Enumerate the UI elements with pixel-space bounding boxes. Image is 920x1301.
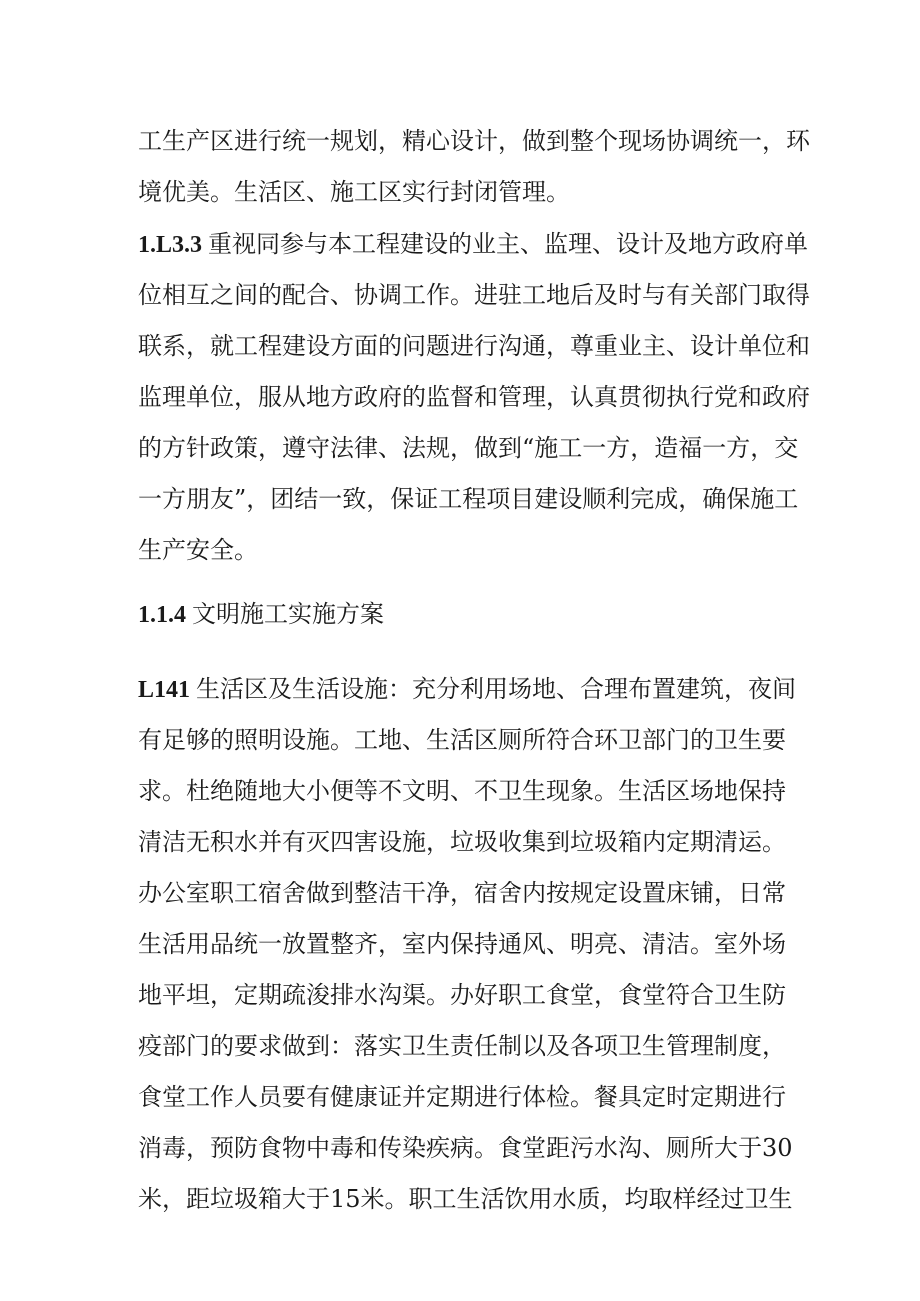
paragraph-2-text-1: 重视同参与本工程建设的业主、监理、设计及地方政府单 — [208, 230, 809, 258]
paragraph-3-line-7: 地平坦，定期疏浚排水沟渠。办好职工食堂，食堂符合卫生防 — [138, 981, 786, 1009]
paragraph-3-text-1: 生活区及生活设施：充分利用场地、合理布置建筑，夜间 — [196, 675, 797, 703]
section-heading-title: 文明施工实施方案 — [192, 600, 384, 628]
paragraph-2-line-4: 监理单位，服从地方政府的监督和管理，认真贯彻执行党和政府 — [138, 383, 810, 411]
paragraph-2-line-5: 的方针政策，遵守法律、法规，做到“施工一方，造福一方，交 — [138, 434, 799, 462]
paragraph-3-line-5: 办公室职工宿舍做到整洁干净，宿舍内按规定设置床铺，日常 — [138, 879, 786, 907]
paragraph-2-line-3: 联系，就工程建设方面的问题进行沟通，尊重业主、设计单位和 — [138, 332, 810, 360]
paragraph-3-line-8: 疫部门的要求做到：落实卫生责任制以及各项卫生管理制度， — [138, 1032, 786, 1060]
paragraph-2-line-2: 位相互之间的配合、协调工作。进驻工地后及时与有关部门取得 — [138, 281, 810, 309]
paragraph-1-line-2: 境优美。生活区、施工区实行封闭管理。 — [138, 178, 570, 206]
paragraph-3-line-10: 消毒，预防食物中毒和传染疾病。食堂距污水沟、厕所大于30 — [138, 1134, 793, 1162]
paragraph-1-line-1: 工生产区进行统一规划，精心设计，做到整个现场协调统一，环 — [138, 127, 810, 155]
paragraph-2-line-6: 一方朋友”，团结一致，保证工程项目建设顺利完成，确保施工 — [138, 485, 799, 513]
paragraph-3-line-2: 有足够的照明设施。工地、生活区厕所符合环卫部门的卫生要 — [138, 726, 786, 754]
paragraph-3-line-9: 食堂工作人员要有健康证并定期进行体检。餐具定时定期进行 — [138, 1083, 786, 1111]
section-number-1-l3-3: 1.L3.3 — [138, 232, 203, 258]
section-number-1-1-4: 1.1.4 — [138, 602, 186, 628]
paragraph-3-line-11: 米，距垃圾箱大于15米。职工生活饮用水质，均取样经过卫生 — [138, 1185, 793, 1213]
paragraph-3-line-3: 求。杜绝随地大小便等不文明、不卫生现象。生活区场地保持 — [138, 777, 786, 805]
paragraph-3-line-6: 生活用品统一放置整齐，室内保持通风、明亮、清洁。室外场 — [138, 930, 786, 958]
section-number-l141: L141 — [138, 677, 191, 703]
paragraph-3-line-1 — [138, 674, 796, 705]
paragraph-3-line-4: 清洁无积水并有灭四害设施，垃圾收集到垃圾箱内定期清运。 — [138, 828, 786, 856]
paragraph-2-line-7: 生产安全。 — [138, 536, 258, 564]
paragraph-2-line-1 — [138, 229, 808, 260]
section-heading — [138, 599, 384, 630]
